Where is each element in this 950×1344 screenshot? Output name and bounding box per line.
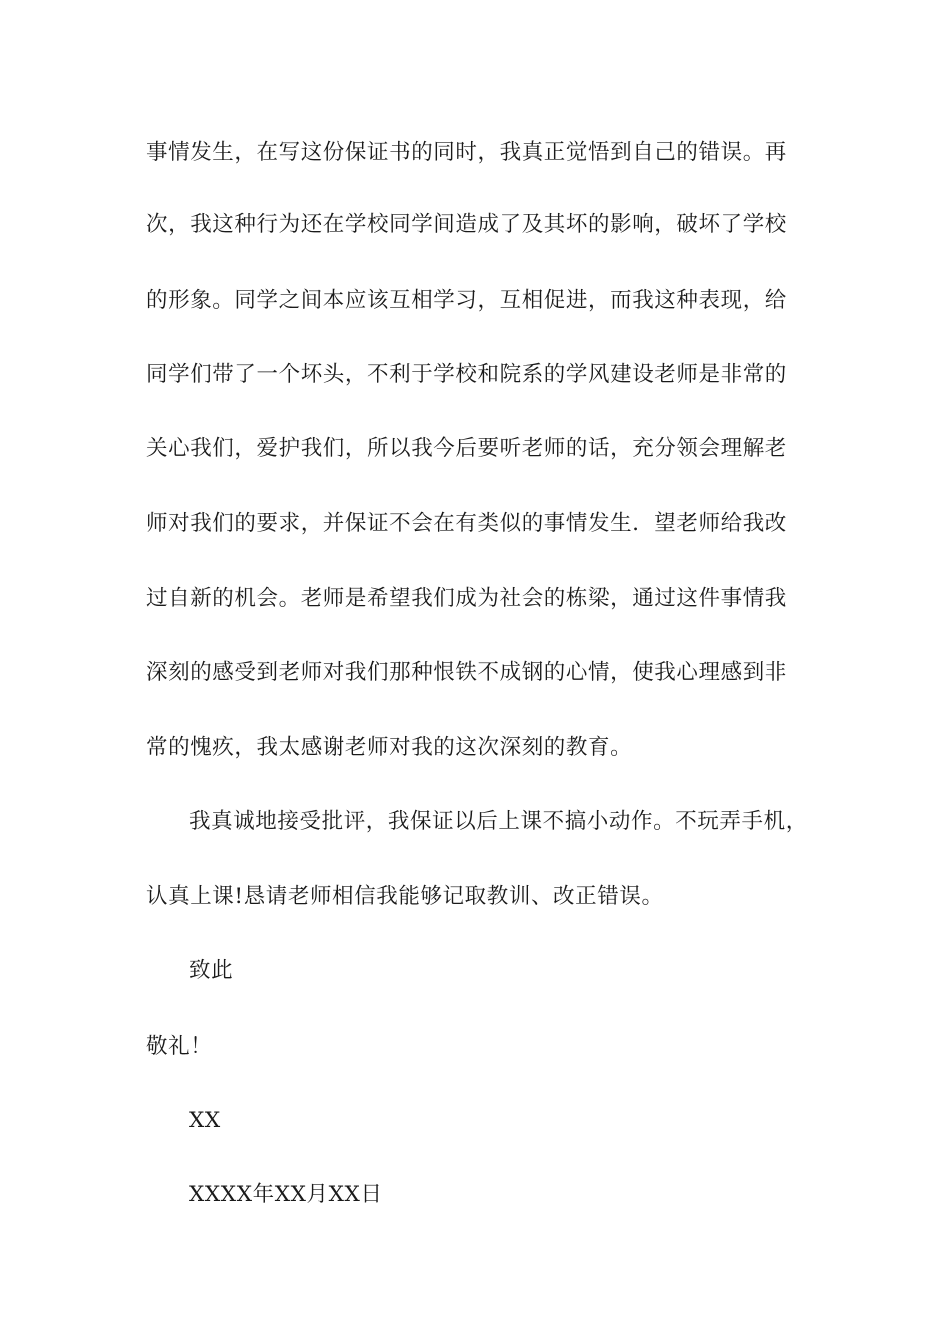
date-text: XXXX年XX月XX日 <box>189 1182 383 1207</box>
salute-text: 敬礼！ <box>146 1034 213 1059</box>
body-line-2: 次，我这种行为还在学校同学间造成了及其坏的影响，破坏了学校 <box>146 212 787 237</box>
body-line-8: 深刻的感受到老师对我们那种恨铁不成钢的心情，使我心理感到非 <box>146 660 787 685</box>
body-line-7: 过自新的机会。老师是希望我们成为社会的栋梁，通过这件事情我 <box>146 586 787 611</box>
body-line-11: 认真上课!恳请老师相信我能够记取教训、改正错误。 <box>146 884 664 909</box>
closing-text: 致此 <box>189 958 234 983</box>
body-line-9: 常的愧疚，我太感谢老师对我的这次深刻的教育。 <box>146 735 633 760</box>
body-line-5: 关心我们，爱护我们，所以我今后要听老师的话，充分领会理解老 <box>146 436 787 461</box>
body-line-10: 我真诚地接受批评，我保证以后上课不搞小动作。不玩弄手机， <box>189 809 808 834</box>
signature-text: XX <box>189 1108 221 1133</box>
body-line-6: 师对我们的要求，并保证不会在有类似的事情发生．望老师给我改 <box>146 511 787 536</box>
body-line-4: 同学们带了一个坏头，不利于学校和院系的学风建设老师是非常的 <box>146 362 787 387</box>
body-line-1: 事情发生，在写这份保证书的同时，我真正觉悟到自己的错误。再 <box>146 140 787 165</box>
body-line-3: 的形象。同学之间本应该互相学习，互相促进，而我这种表现，给 <box>146 288 787 313</box>
